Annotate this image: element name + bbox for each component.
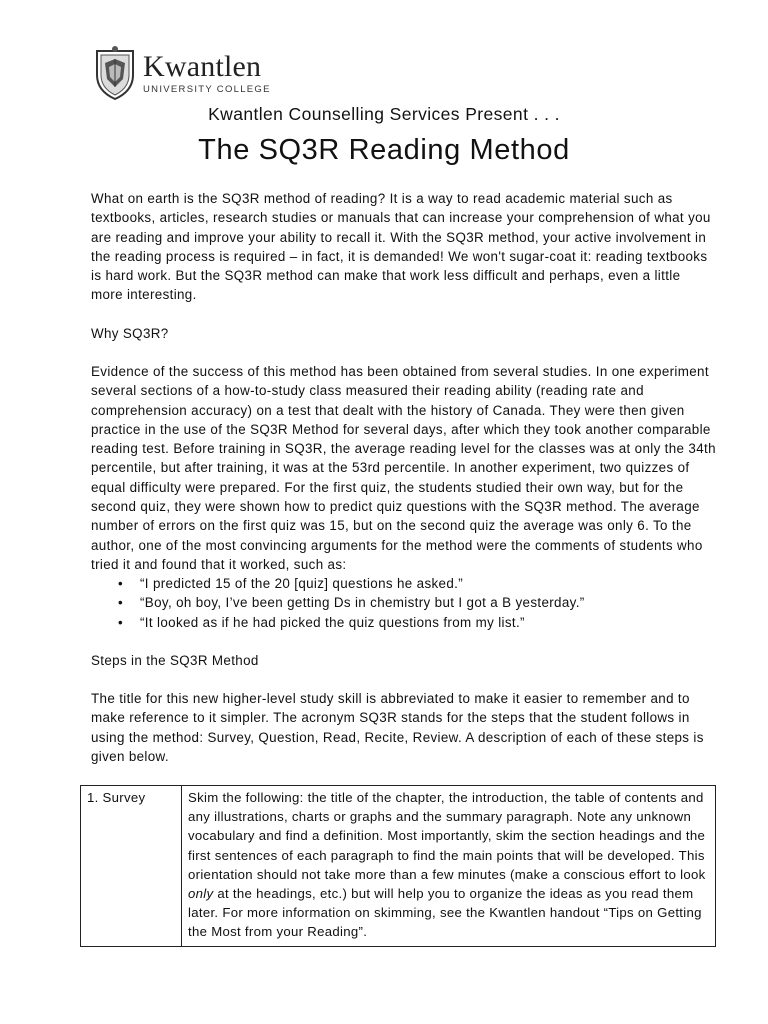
presenter-line: Kwantlen Counselling Services Present . . .	[208, 104, 560, 124]
quotes-list	[118, 574, 718, 632]
step-description-cell	[182, 786, 716, 947]
list-item: • “Boy, oh boy, I’ve been getting Ds in chemistry but I got a B yesterday.”	[118, 593, 718, 612]
logo-name: Kwantlen	[143, 49, 262, 83]
crest-icon	[93, 45, 137, 101]
steps-intro-paragraph	[91, 689, 716, 766]
emphasis-text: only	[188, 886, 214, 902]
logo-subtitle: UNIVERSITY COLLEGE	[143, 83, 271, 95]
steps-heading: Steps in the SQ3R Method	[91, 653, 259, 668]
intro-text: What on earth is the SQ3R method of reading? It is a way to read academic material such as textbooks, articles, research studies or manuals that can increase your comprehension of what you are reading and improve your ability to recall it. With the SQ3R method, your active involvement in the reading process is required – in fact, it is demanded! We won't sugar-coat it: reading textbooks is hard work. But the SQ3R method can make that work less difficult and perhaps, even a little more interesting.	[91, 191, 711, 303]
kwantlen-logo	[93, 44, 271, 102]
evidence-text: Evidence of the success of this method has been obtained from several studies. In one experiment several sections of a how-to-study class measured their reading ability (reading rate and comprehension accuracy) on a test that dealt with the history of Canada. They were then given practice in the use of the SQ3R Method for several days, after which they took another comparable reading test. Before training in SQ3R, the average reading level for the classes was at only the 34th percentile, but after training, it was at the 53rd percentile. In another experiment, two quizzes of equal difficulty were prepared. For the first quiz, the students studied their own way, but for the second quiz, they were shown how to predict quiz questions with the SQ3R method. The average number of errors on the first quiz was 15, but on the second quiz the average was only 6. To the author, one of the most convincing arguments for the method were the comments of students who tried it and found that it worked, such as:	[91, 364, 716, 572]
why-heading: Why SQ3R?	[91, 326, 169, 341]
step-name-cell: 1. Survey	[81, 786, 182, 947]
list-item: • “I predicted 15 of the 20 [quiz] questions he asked.”	[118, 574, 718, 593]
table-row	[81, 786, 716, 947]
document-title: The SQ3R Reading Method	[198, 134, 570, 166]
evidence-paragraph	[91, 362, 716, 574]
steps-table	[80, 785, 716, 947]
step-description-text: Skim the following: the title of the chapter, the introduction, the table of contents and any illustrations, charts or graphs and the summary paragraph. Note any unknown vocabulary and find a definition. Most importantly, skim the section headings and the first sentences of each paragraph to find the main points that will be developed. This orientation should not take more than a few minutes (make a conscious effort to look	[188, 790, 706, 882]
step-description-text-end: at the headings, etc.) but will help you to organize the ideas as you read them later. For more information on skimming, see the Kwantlen handout “Tips on Getting the Most from your Reading”.	[188, 886, 702, 940]
steps-intro-text: The title for this new higher-level study skill is abbreviated to make it easier to remember and to make reference to it simpler. The acronym SQ3R stands for the steps that the student follows in using the method: Survey, Question, Read, Recite, Review. A description of each of these steps is given below.	[91, 691, 704, 764]
list-item: • “It looked as if he had picked the quiz questions from my list.”	[118, 613, 718, 632]
intro-paragraph	[91, 189, 716, 305]
